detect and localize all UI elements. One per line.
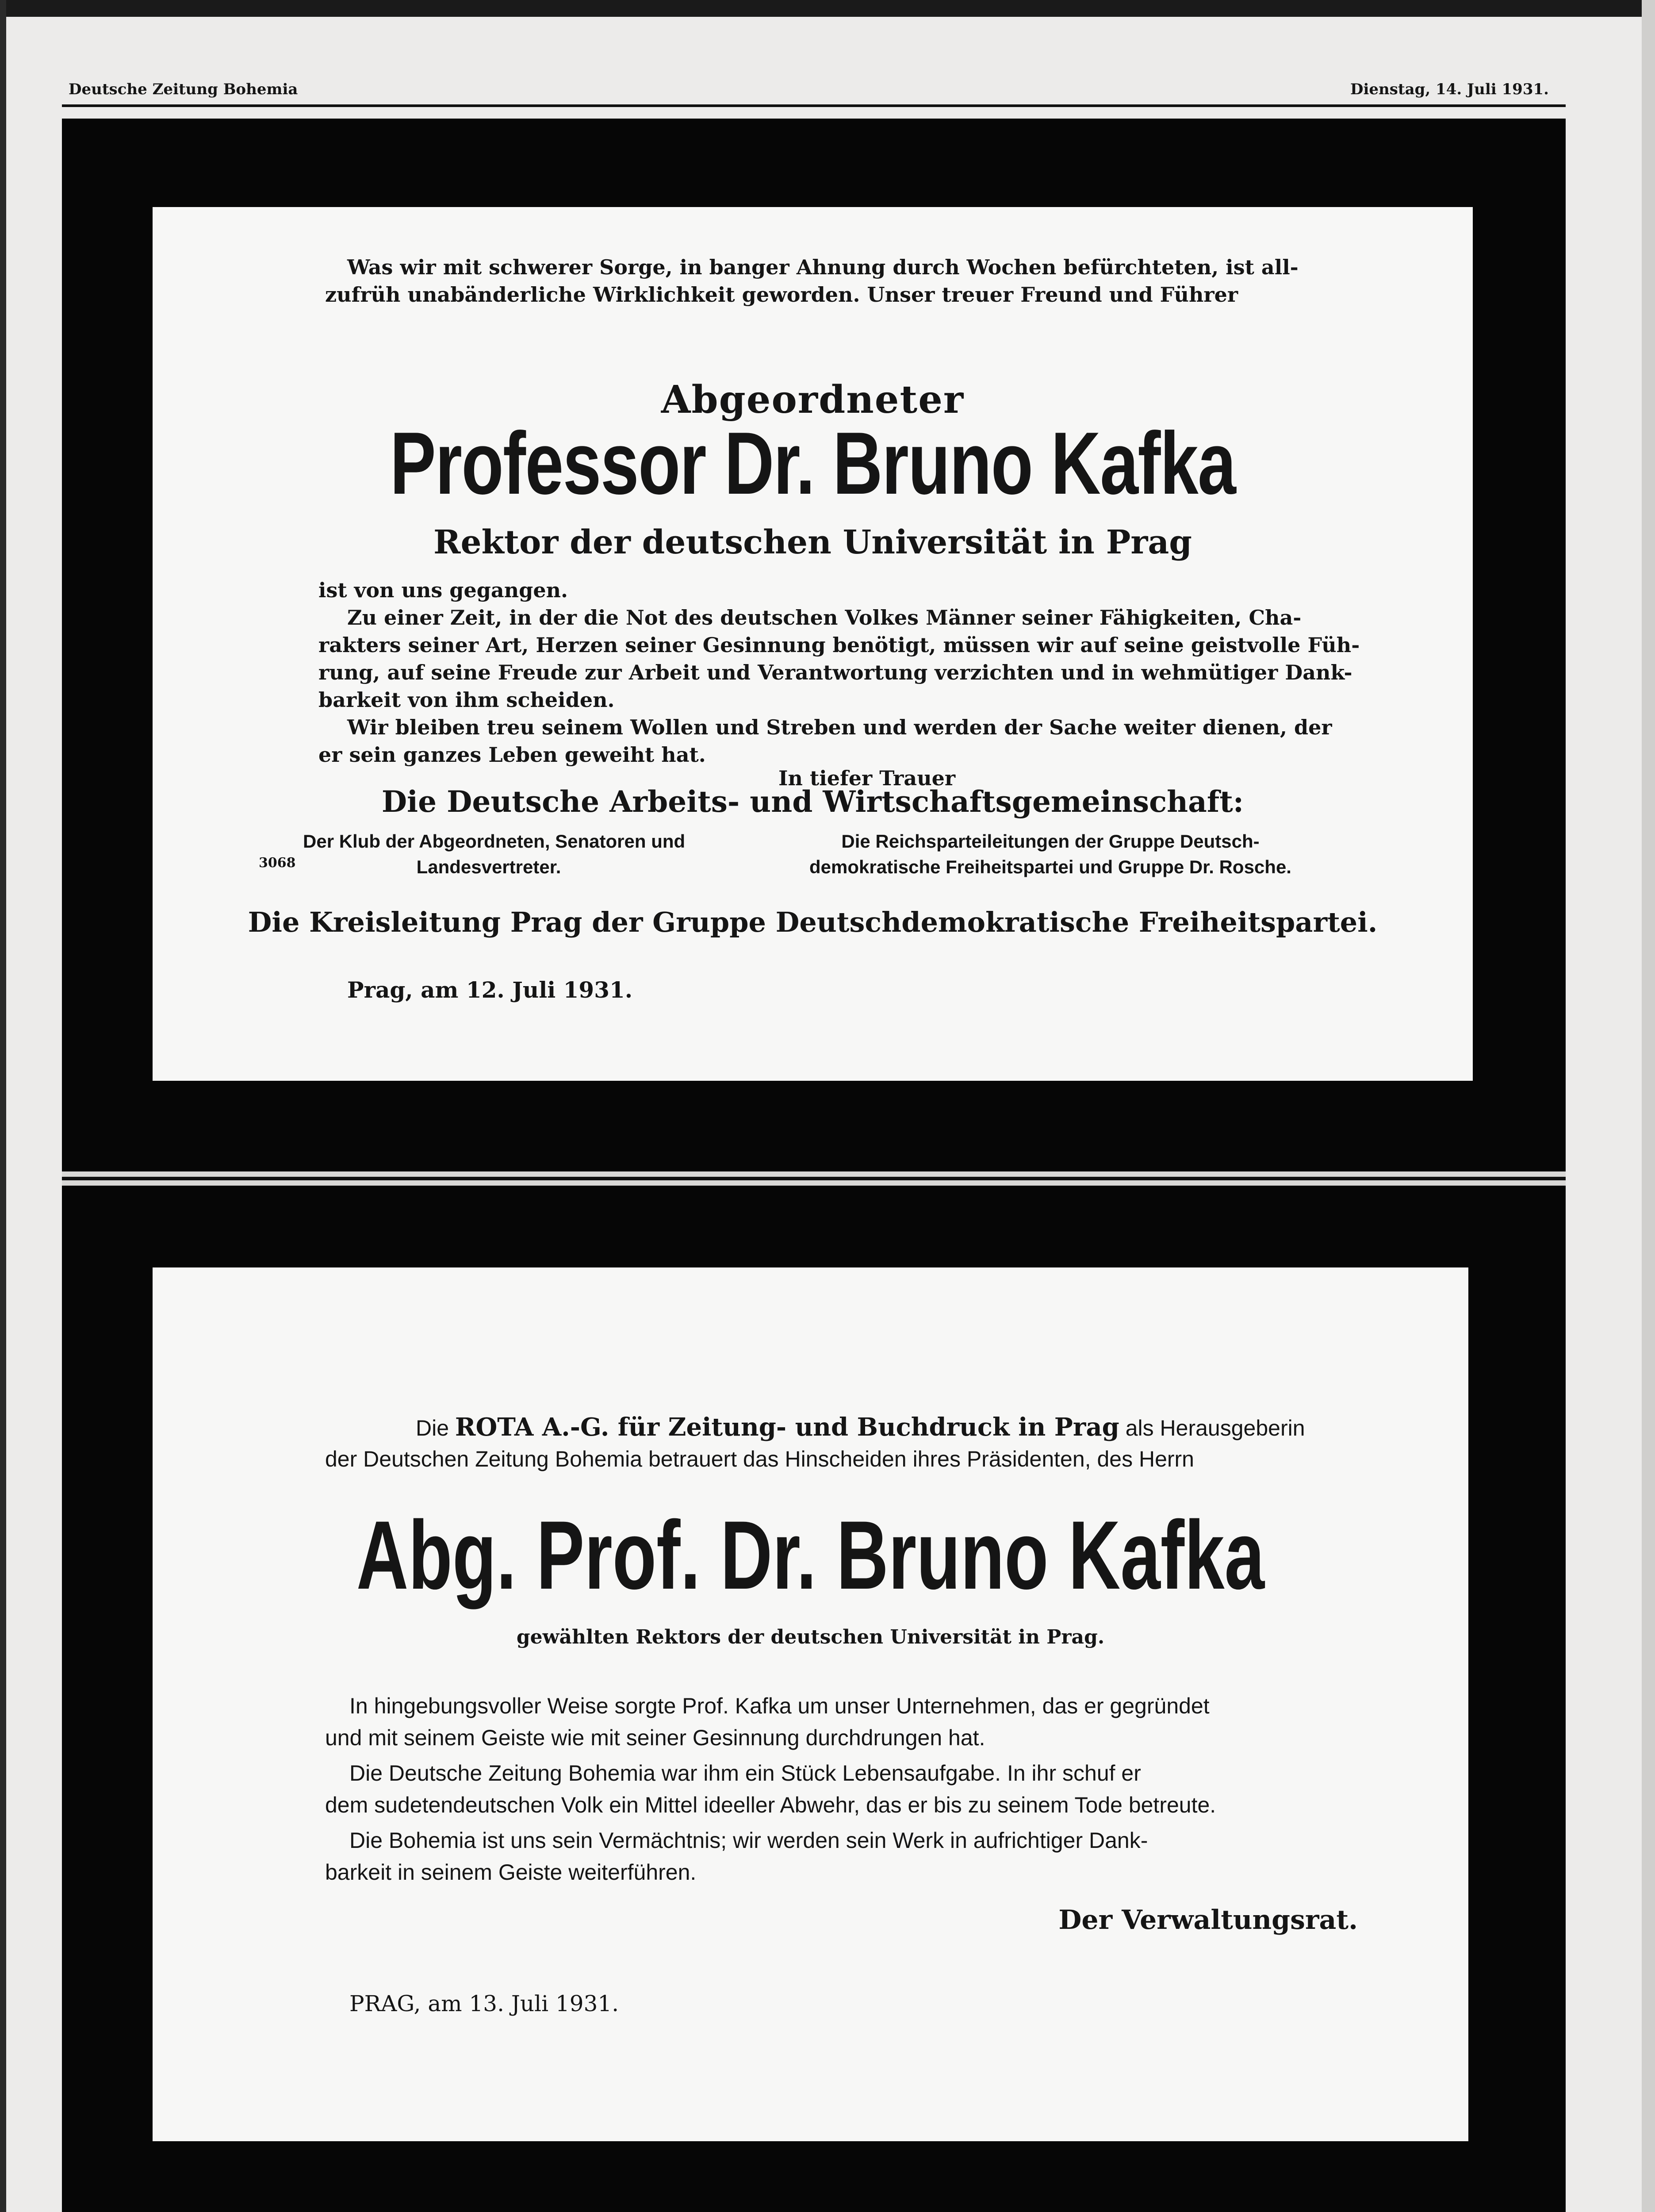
notice1-right-col-line2: demokratische Freiheitspartei und Gruppe Dr. Rosche. (809, 856, 1291, 877)
notice2-intro-line1 (416, 1411, 1305, 1444)
notice2-body-line: In hingebungsvoller Weise sorgte Prof. Kafka um unser Unternehmen, das er gegründet (349, 1694, 1210, 1718)
notice1-body-line: barkeit von ihm scheiden. (318, 688, 615, 712)
notice1-left-col-line2: Landesvertreter. (416, 856, 561, 877)
notice1-body-line: Zu einer Zeit, in der die Not des deutschen Volkes Männer seiner Fähigkeiten, Cha- (347, 606, 1302, 630)
notice1-organization: Die Deutsche Arbeits- und Wirtschaftsgemeinschaft: (381, 784, 1244, 819)
notice1-body-line: ist von uns gegangen. (318, 578, 568, 602)
notice2-publisher: ROTA A.-G. für Zeitung- und Buchdruck in Prag (455, 1413, 1119, 1442)
notice1-place-date: Prag, am 12. Juli 1931. (347, 977, 633, 1003)
notice1-left-column (303, 829, 686, 880)
notice1-right-col-line1: Die Reichsparteileitungen der Gruppe Deutsch- (841, 831, 1260, 852)
notice1-intro-line2: zufrüh unabänderliche Wirklichkeit geworden. Unser treuer Freund und Führer (325, 283, 1238, 307)
masthead-date: Dienstag, 14. Juli 1931. (1350, 81, 1549, 98)
obituary-notice-1 (153, 207, 1473, 1081)
notice2-place-date: PRAG, am 13. Juli 1931. (349, 1991, 619, 2016)
notice1-district-signature: Die Kreisleitung Prag der Gruppe Deutschdemokratische Freiheitspartei. (248, 906, 1378, 938)
notice1-body-line: rakters seiner Art, Herzen seiner Gesinnung benötigt, müssen wir auf seine geistvolle Füh- (318, 633, 1360, 657)
notice1-margin-number: 3068 (259, 855, 296, 871)
scan-edge-right (1642, 0, 1655, 2212)
notice1-body-line: Wir bleiben treu seinem Wollen und Streben und werden der Sache weiter dienen, der (347, 715, 1332, 739)
masthead-left: Deutsche Zeitung Bohemia (69, 81, 298, 98)
notice1-body-line: rung, auf seine Freude zur Arbeit und Verantwortung verzichten und in wehmütiger Dank- (318, 661, 1352, 684)
notice2-subtitle: gewählten Rektors der deutschen Universität in Prag. (516, 1626, 1105, 1648)
notice2-body-line: barkeit in seinem Geiste weiterführen. (325, 1860, 697, 1885)
notice2-intro-a: Die (416, 1416, 455, 1440)
scan-edge-top (0, 0, 1655, 17)
notice2-body-line: und mit seinem Geiste wie mit seiner Gesinnung durchdrungen hat. (325, 1725, 985, 1750)
notice2-signature: Der Verwaltungsrat. (1058, 1905, 1358, 1936)
obituary-border-2 (62, 1186, 1566, 2212)
notice1-body-line: er sein ganzes Leben geweiht hat. (318, 743, 706, 767)
section-rule (62, 1177, 1566, 1180)
notice2-body-line: Die Bohemia ist uns sein Vermächtnis; wir werden sein Werk in aufrichtiger Dank- (349, 1828, 1148, 1853)
notice1-title-prefix: Abgeordneter (661, 377, 965, 422)
notice2-intro-line2: der Deutschen Zeitung Bohemia betrauert das Hinscheiden ihres Präsidenten, des Herrn (325, 1447, 1194, 1471)
notice2-deceased-name: Abg. Prof. Dr. Bruno Kafka (356, 1501, 1265, 1609)
scan-edge-left (0, 0, 6, 2212)
notice1-left-col-line1: Der Klub der Abgeordneten, Senatoren und (303, 831, 686, 852)
notice2-intro-c: als Herausgeberin (1119, 1416, 1305, 1440)
obituary-notice-2 (153, 1267, 1468, 2141)
notice2-body-line: dem sudetendeutschen Volk ein Mittel ideeller Abwehr, das er bis zu seinem Tode betreute. (325, 1793, 1216, 1817)
obituary-border-1 (62, 119, 1566, 1171)
notice1-right-column (794, 829, 1307, 880)
notice1-role: Rektor der deutschen Universität in Prag (433, 523, 1192, 561)
notice1-mourning: In tiefer Trauer (778, 766, 956, 790)
notice1-deceased-name: Professor Dr. Bruno Kafka (390, 414, 1236, 513)
masthead-rule (62, 104, 1566, 107)
notice2-body-line: Die Deutsche Zeitung Bohemia war ihm ein Stück Lebensaufgabe. In ihr schuf er (349, 1761, 1141, 1786)
notice1-intro-line1: Was wir mit schwerer Sorge, in banger Ahnung durch Wochen befürchteten, ist all- (347, 255, 1299, 279)
